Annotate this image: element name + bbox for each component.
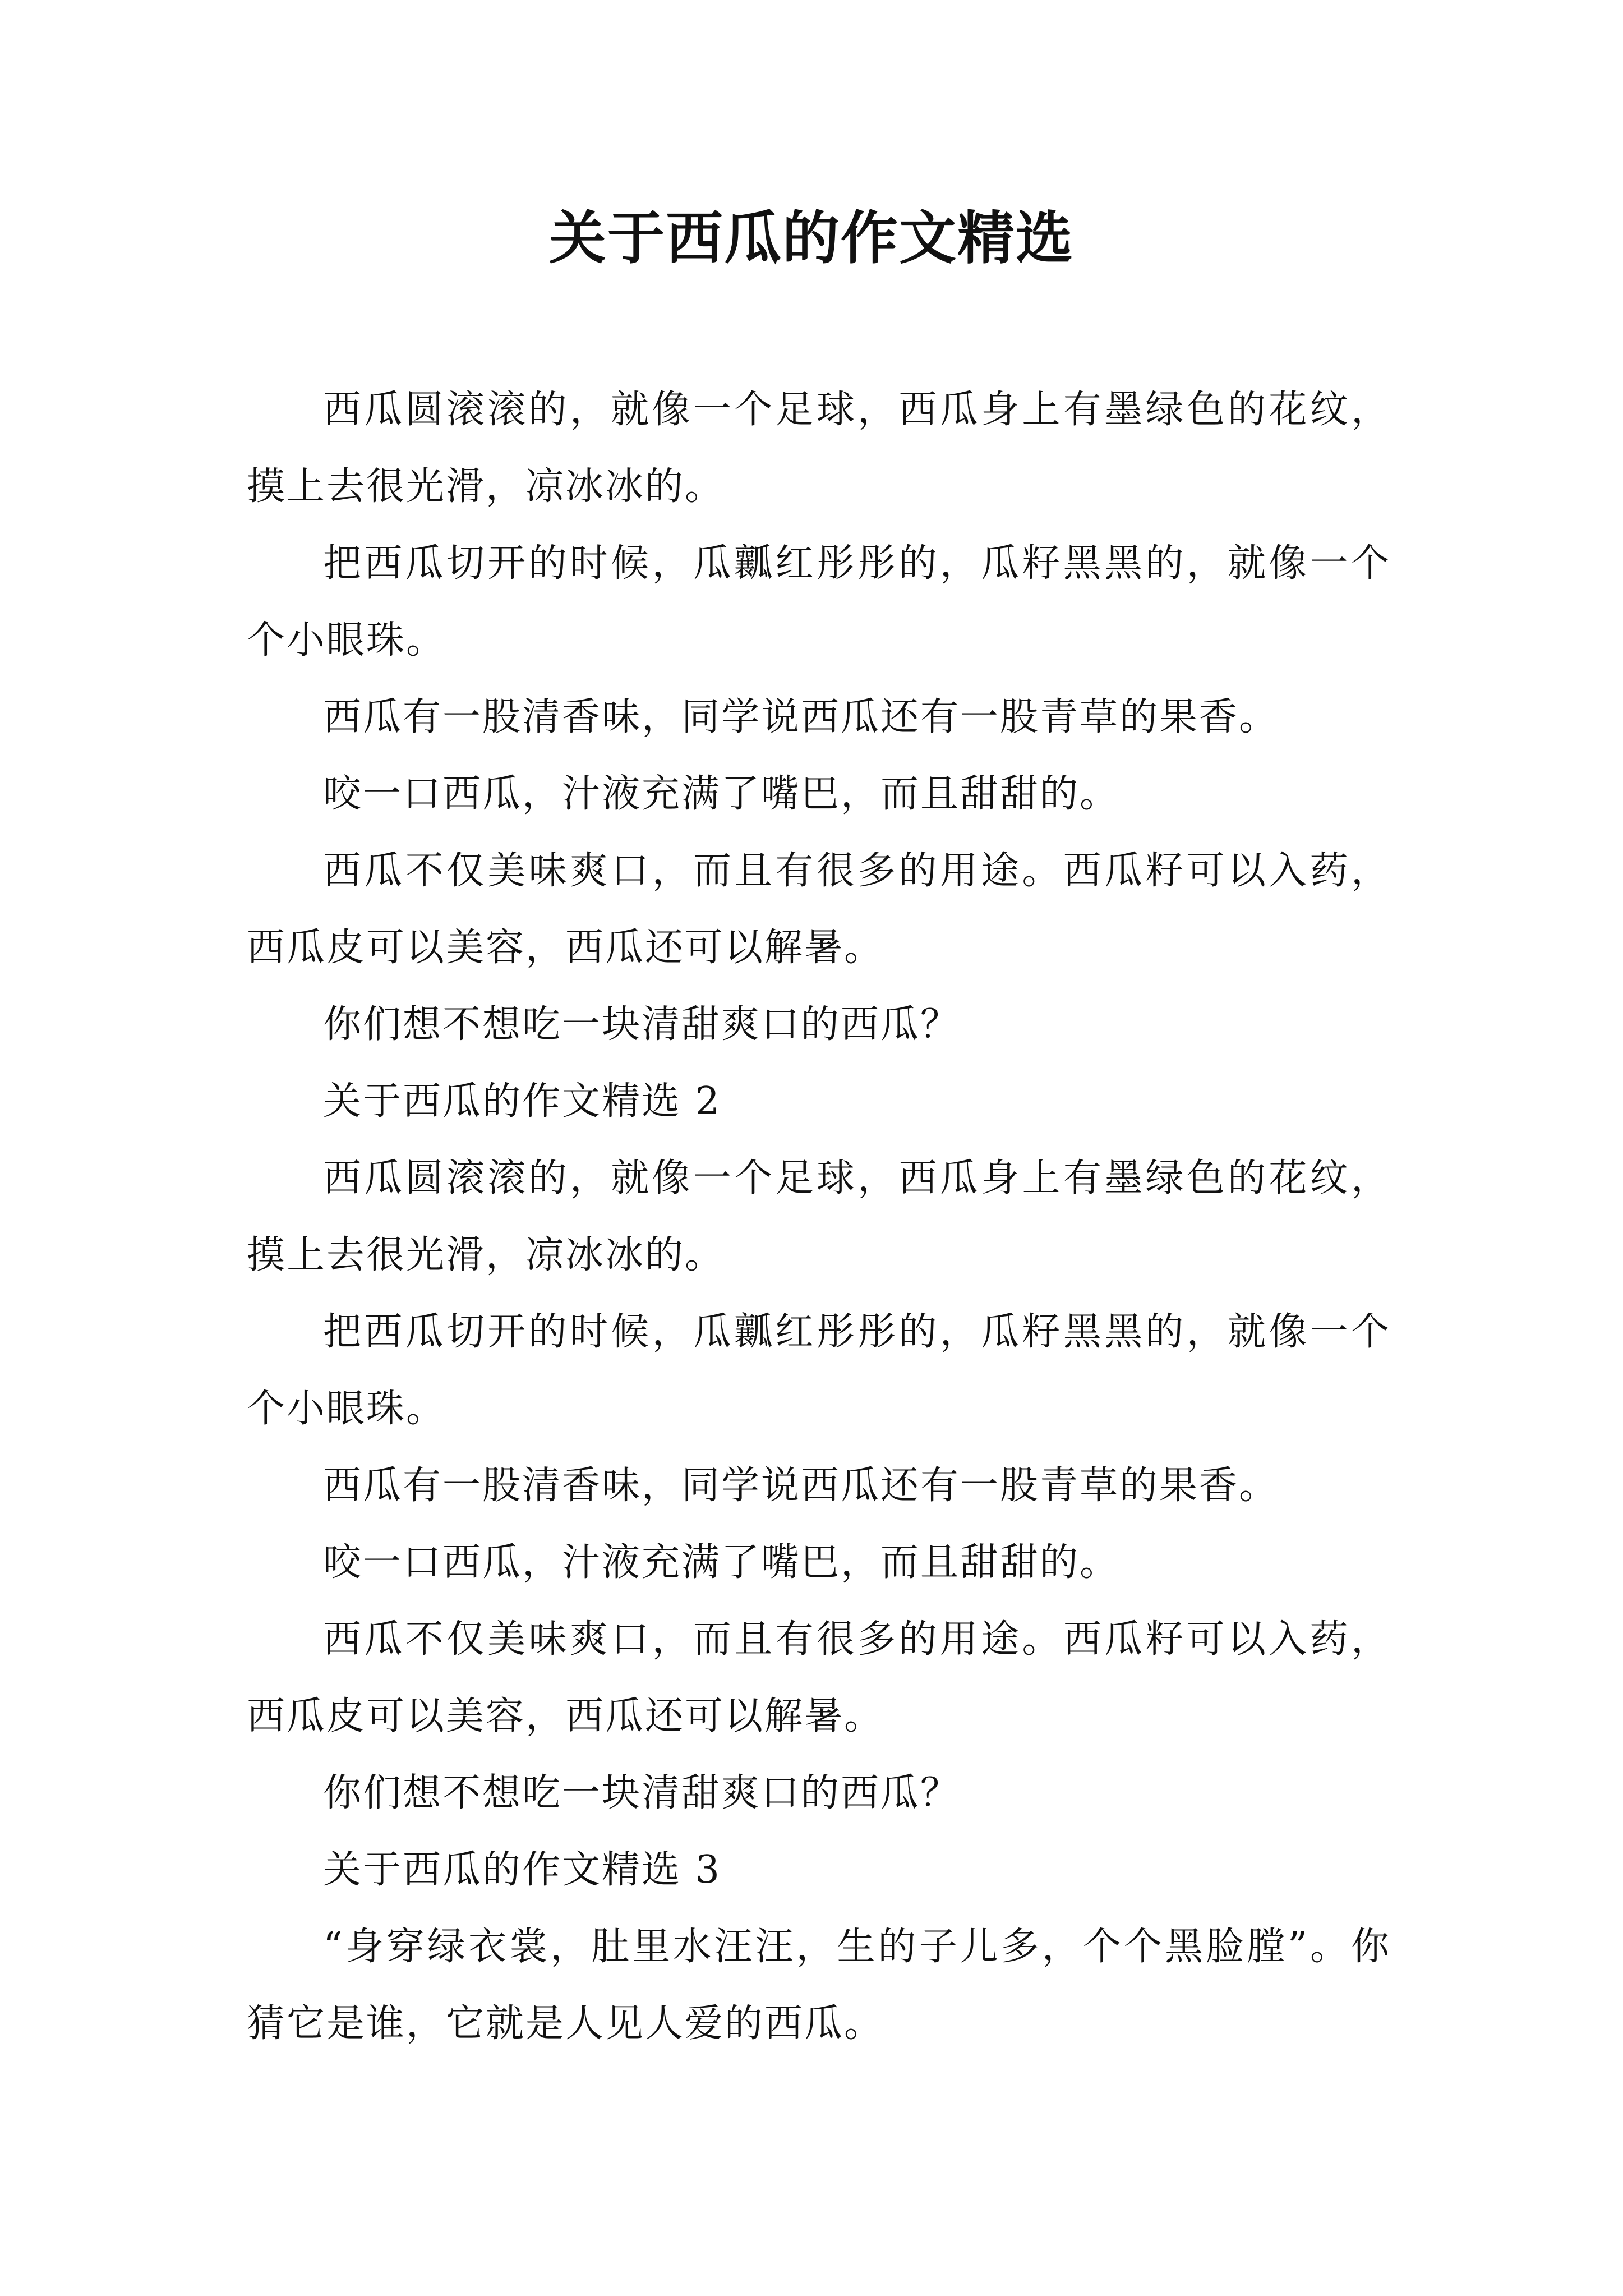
document-body xyxy=(247,371,1391,2062)
paragraph: 西瓜圆滚滚的，就像一个足球，西瓜身上有墨绿色的花纹，摸上去很光滑，凉冰冰的。 xyxy=(247,388,1391,509)
paragraph: 西瓜圆滚滚的，就像一个足球，西瓜身上有墨绿色的花纹，摸上去很光滑，凉冰冰的。 xyxy=(247,1156,1391,1277)
paragraph: 你们想不想吃一块清甜爽口的西瓜？ xyxy=(323,1002,961,1047)
paragraph: 把西瓜切开的时候，瓜瓤红彤彤的，瓜籽黑黑的，就像一个个小眼珠。 xyxy=(247,1310,1391,1431)
paragraph: 西瓜不仅美味爽口，而且有很多的用途。西瓜籽可以入药，西瓜皮可以美容，西瓜还可以解暑。 xyxy=(247,849,1391,970)
paragraph: 西瓜不仅美味爽口，而且有很多的用途。西瓜籽可以入药，西瓜皮可以美容，西瓜还可以解暑。 xyxy=(247,1617,1391,1738)
paragraph: 把西瓜切开的时候，瓜瓤红彤彤的，瓜籽黑黑的，就像一个个小眼珠。 xyxy=(247,541,1391,662)
document-title: 关于西瓜的作文精选 xyxy=(549,205,1074,272)
section-heading: 关于西瓜的作文精选 3 xyxy=(323,1848,721,1892)
paragraph: 西瓜有一股清香味，同学说西瓜还有一股青草的果香。 xyxy=(323,695,1279,739)
section-heading: 关于西瓜的作文精选 2 xyxy=(323,1079,721,1124)
paragraph: 西瓜有一股清香味，同学说西瓜还有一股青草的果香。 xyxy=(323,1464,1279,1508)
paragraph: 你们想不想吃一块清甜爽口的西瓜？ xyxy=(323,1771,961,1815)
paragraph: 咬一口西瓜，汁液充满了嘴巴，而且甜甜的。 xyxy=(323,772,1120,816)
paragraph: 咬一口西瓜，汁液充满了嘴巴，而且甜甜的。 xyxy=(323,1540,1120,1585)
paragraph: “身穿绿衣裳，肚里水汪汪，生的子儿多，个个黑脸膛”。你猜它是谁，它就是人见人爱的西瓜。 xyxy=(247,1925,1391,2046)
